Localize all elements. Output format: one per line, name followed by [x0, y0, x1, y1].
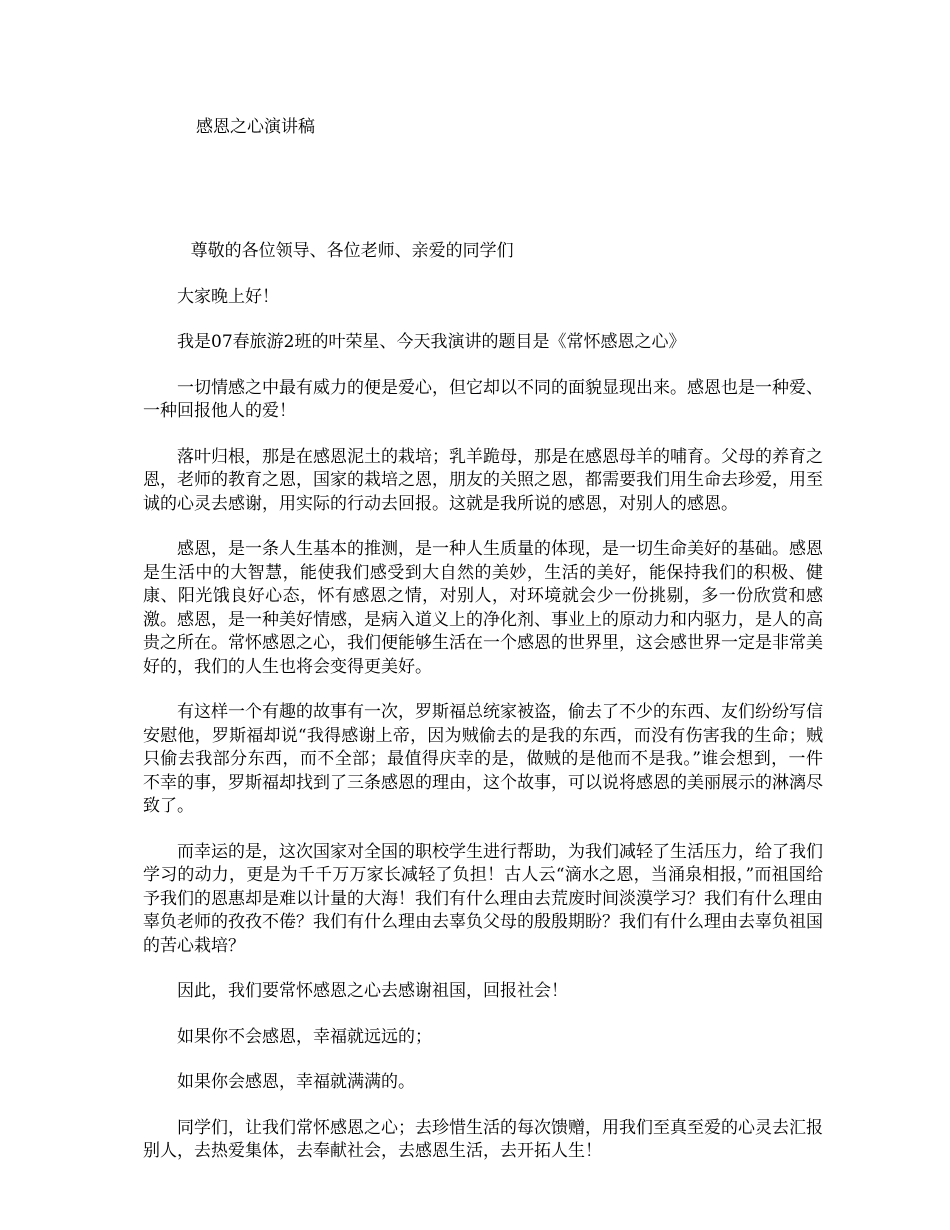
paragraph: 感恩，是一条人生基本的推测，是一种人生质量的体现，是一切生命美好的基础。感恩是生活中的大智慧，能使我们感受到大自然的美妙，生活的美好，能保持我们的积极、健康、阳光饿良好心态，怀有感恩之情，对别人，对环境就会少一份挑剔，多一份欣赏和感激。感恩，是一种美好情感，是病入道义上的净化剂、事业上的原动力和内驱力，是人的高贵之所在。常怀感恩之心，我们便能够生活在一个感恩的世界里，这会感世界一定是非常美好的，我们的人生也将会变得更美好。 — [143, 539, 823, 677]
paragraph-greeting: 大家晚上好！ — [177, 286, 279, 307]
paragraph: 有这样一个有趣的故事有一次，罗斯福总统家被盗，偷去了不少的东西、友们纷纷写信安慰他，罗斯福却说“我得感谢上帝，因为贼偷去的是我的东西，而没有伤害我的生命；贼只偷去我部分东西，而不全部；最值得庆幸的是，做贼的是他而不是我。”谁会想到，一件不幸的事，罗斯福却找到了三条感恩的理由，这个故事，可以说将感恩的美丽展示的淋漓尽致了。 — [143, 702, 823, 816]
paragraph: 一切情感之中最有威力的便是爱心，但它却以不同的面貌显现出来。感恩也是一种爱、一种回报他人的爱！ — [143, 377, 823, 421]
paragraph-closing: 同学们，让我们常怀感恩之心；去珍惜生活的每次馈赠，用我们至真至爱的心灵去汇报别人，去热爱集体，去奉献社会，去感恩生活，去开拓人生！ — [143, 1117, 823, 1161]
paragraph-salutation: 尊敬的各位领导、各位老师、亲爱的同学们 — [190, 241, 514, 261]
paragraph: 如果你会感恩，幸福就满满的。 — [177, 1072, 415, 1092]
paragraph: 落叶归根，那是在感恩泥土的栽培；乳羊跪母，那是在感恩母羊的哺育。父母的养育之恩，老师的教育之恩，国家的栽培之恩，朋友的关照之恩，都需要我们用生命去珍爱，用至诚的心灵去感谢，用实际的行动去回报。这就是我所说的感恩，对别人的感恩。 — [143, 446, 823, 514]
paragraph: 如果你不会感恩，幸福就远远的； — [177, 1026, 432, 1047]
paragraph: 而幸运的是，这次国家对全国的职校学生进行帮助，为我们减轻了生活压力，给了我们学习的动力，更是为千千万万家长减轻了负担！古人云“滴水之恩，当涌泉相报，”而祖国给予我们的恩惠却是难以计量的大海！我们有什么理由去荒废时间淡漠学习？我们有什么理由辜负老师的孜孜不倦？我们有什么理由去辜负父母的殷殷期盼？我们有什么理由去辜负祖国的苦心栽培？ — [143, 841, 823, 956]
paragraph-introduction: 我是07春旅游2班的叶荣星、今天我演讲的题目是《常怀感恩之心》 — [177, 332, 686, 352]
document-body — [143, 240, 823, 1186]
paragraph: 因此，我们要常怀感恩之心去感谢祖国，回报社会！ — [177, 981, 568, 1001]
document-title: 感恩之心演讲稿 — [196, 117, 315, 137]
